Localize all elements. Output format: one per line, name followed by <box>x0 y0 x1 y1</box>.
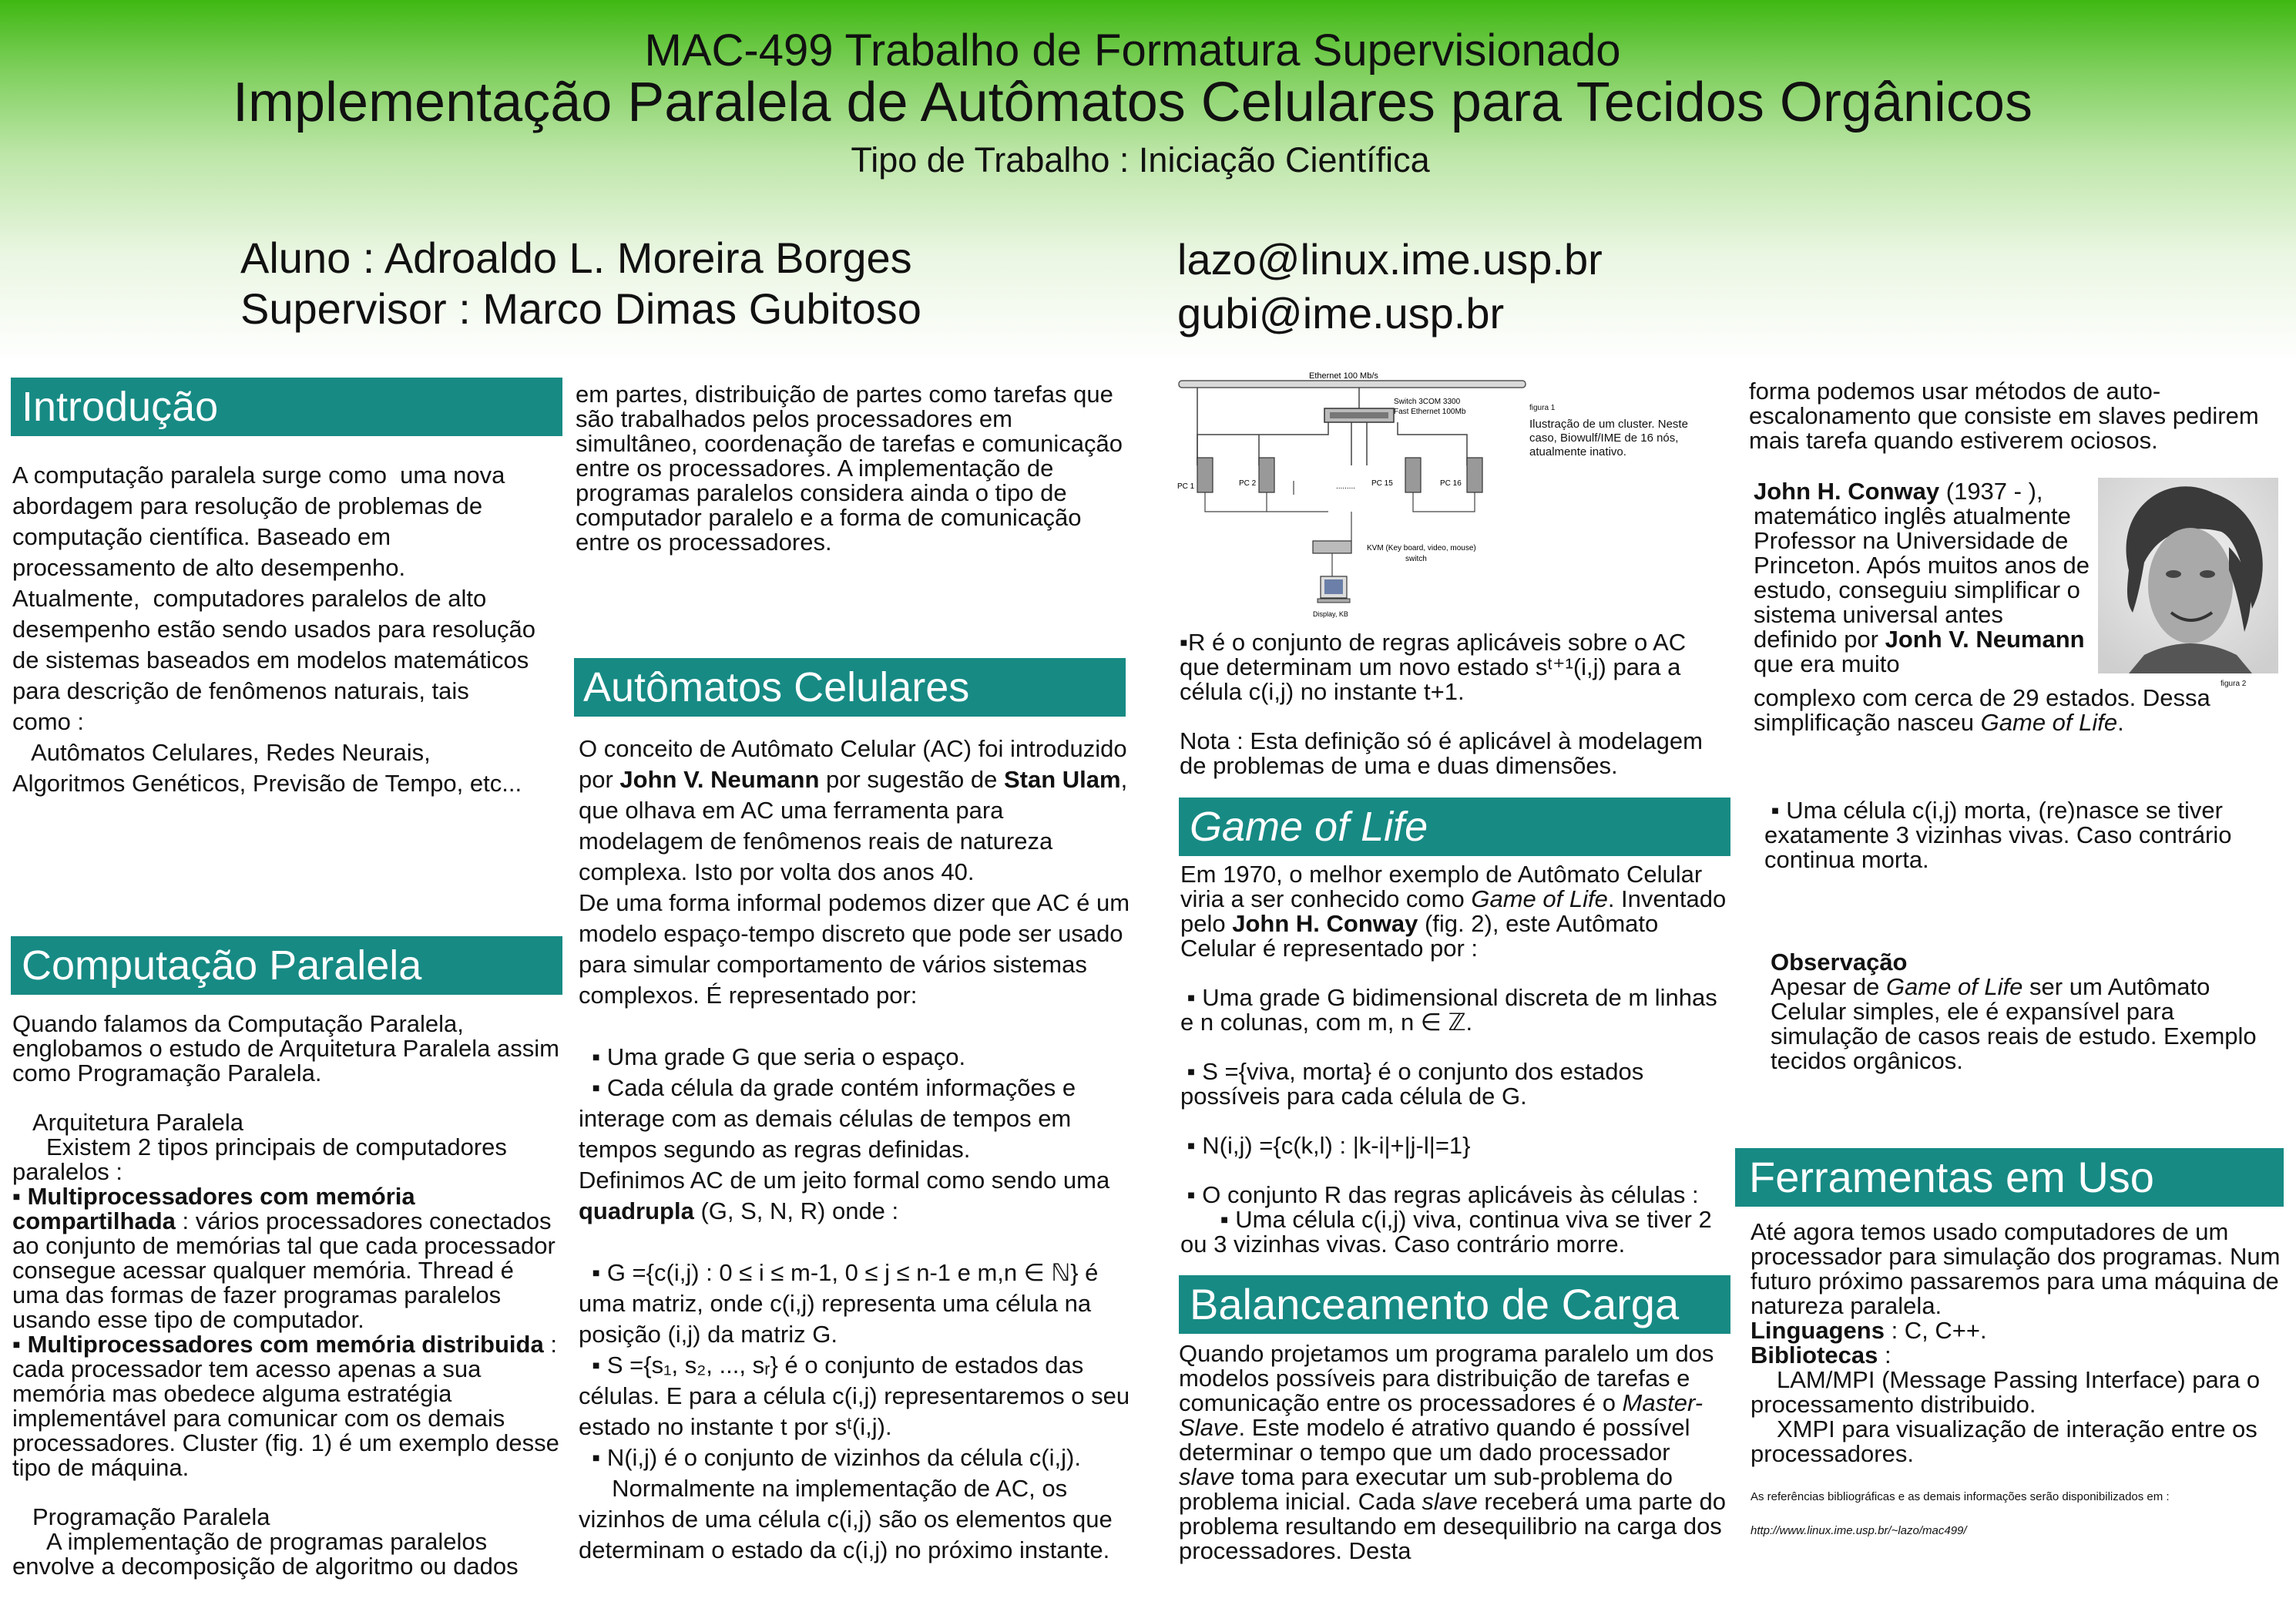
libraries-label: Bibliotecas <box>1751 1342 1878 1368</box>
distributed-memory-item <box>12 1332 559 1480</box>
ethernet-label: Ethernet 100 Mb/s <box>1309 371 1378 381</box>
gol-heading: Game of Life <box>1179 798 1730 856</box>
gol-conway: John H. Conway <box>1232 910 1418 937</box>
gol-bullet-neighbors: ▪ N(i,j) ={c(k,l) : |k-i|+|j-l|=1} <box>1180 1132 1471 1159</box>
pc2-tower <box>1259 458 1274 492</box>
intro-line: desempenho estão sendo usados para resolução <box>12 616 536 643</box>
email-block <box>1177 233 1603 341</box>
conway-name: John H. Conway <box>1754 478 1940 505</box>
references-url[interactable]: http://www.linux.ime.usp.br/~lazo/mac499/ <box>1751 1524 1967 1537</box>
switch-label-2: Fast Ethernet 100Mb <box>1394 408 1466 416</box>
gol-bullet-rules: ▪ O conjunto R das regras aplicáveis às células : <box>1180 1181 1699 1208</box>
conway-bio-part: complexo com cerca de 29 estados. Dessa simplificação nasceu <box>1754 684 2210 736</box>
figure1-caption: Ilustração de um cluster. Neste caso, Biowulf/IME de 16 nós, atualmente inativo. <box>1529 418 1688 458</box>
pc1-label: PC 1 <box>1177 482 1195 491</box>
kvm-switch <box>1313 541 1351 553</box>
tools-text <box>1751 1220 2282 1466</box>
work-type: Tipo de Trabalho : Iniciação Científica <box>851 140 1430 180</box>
balancing-text <box>1179 1342 1726 1563</box>
ethernet-bus <box>1179 381 1526 388</box>
gol-intro <box>1180 862 1727 961</box>
kvm-label-1: KVM (Key board, video, mouse) <box>1367 544 1476 552</box>
intro-line: Autômatos Celulares, Redes Neurais, <box>12 739 431 766</box>
observation-title: Observação <box>1771 949 1908 976</box>
pc1-tower <box>1197 458 1213 492</box>
pc15-label: PC 15 <box>1371 479 1393 488</box>
gol-bullet-states: ▪ S ={viva, morta} é o conjunto dos estados possíveis para cada célula de G. <box>1180 1058 1650 1110</box>
conway-bio-part: que era muito <box>1754 650 1900 677</box>
intro-line: de sistemas baseados em modelos matemáticos <box>12 646 529 673</box>
arch-heading: Arquitetura Paralela <box>32 1109 243 1136</box>
intro-line: A computação paralela surge como uma nova <box>12 462 505 489</box>
prog-heading: Programação Paralela <box>32 1503 270 1530</box>
people-block <box>240 233 921 334</box>
intro-line: computação científica. Baseado em <box>12 523 391 550</box>
ac-bullet-1: ▪ Uma grade G que seria o espaço. <box>579 1043 966 1070</box>
tools-libraries <box>1751 1343 2282 1368</box>
ac-text <box>579 734 1136 1566</box>
conway-bio <box>1754 479 2093 677</box>
ac-def-s: ▪ S ={s₁, s₂, ..., sᵣ} é o conjunto de estados das células. E para a célula c(i,j) representaremos o seu estado no instante t por sᵗ(i,j). <box>579 1352 1136 1440</box>
kvm-label-2: switch <box>1405 555 1427 563</box>
tools-languages <box>1751 1318 2282 1343</box>
conway-bio-cont <box>1754 686 2247 735</box>
balancing-heading: Balanceamento de Carga <box>1179 1275 1730 1334</box>
conway-bio-part: (1937 - ), matemático inglês atualmente Professor na Universidade de Princeton. Após muitos anos de estudo, conseguiu simplificar o sistema universal antes definido por <box>1754 478 2090 653</box>
ac-p1-part: , que olhava em AC uma ferramenta para modelagem de fenômenos reais de natureza complexa. Isto por volta dos anos 40. <box>579 766 1128 885</box>
gol-text <box>1180 862 1727 1257</box>
pc15-tower <box>1405 458 1421 492</box>
parallel-text <box>12 1012 559 1579</box>
ac-paragraph-2: De uma forma informal podemos dizer que AC é um modelo espaço-tempo discreto que pode ser usado para simular comportamento de vários sistemas complexos. É representado por: <box>579 889 1130 1009</box>
ac-formal-def <box>579 1165 1130 1227</box>
bal-slave: slave <box>1422 1488 1478 1515</box>
intro-text <box>12 460 567 799</box>
student-email: lazo@linux.ime.usp.br <box>1177 235 1603 284</box>
shared-memory-term: ▪ Multiprocessadores com memória compartilhada <box>12 1183 415 1234</box>
ac-bullet-2: ▪ Cada célula da grade contém informações e interage com as demais células de tempos em tempos segundo as regras definidas. <box>579 1074 1083 1163</box>
gol-p1-part: (fig. 2), este Autômato Celular é representado por : <box>1180 910 1659 962</box>
col4-continuation: forma podemos usar métodos de auto-escalonamento que consiste em slaves pedirem mais tarefa quando estiverem ociosos. <box>1749 378 2259 454</box>
observation <box>1771 950 2264 1073</box>
poster-title: Implementação Paralela de Autômatos Celulares para Tecidos Orgânicos <box>233 72 2032 133</box>
parallel-heading: Computação Paralela <box>11 936 562 995</box>
ac-def-n-note: Normalmente na implementação de AC, os vizinhos de uma célula c(i,j) são os elementos que determinam o estado da c(i,j) no próximo instante. <box>579 1475 1119 1563</box>
conway-neumann: Jonh V. Neumann <box>1885 626 2085 653</box>
supervisor-email: gubi@ime.usp.br <box>1177 289 1505 337</box>
intro-line: para descrição de fenômenos naturais, tais <box>12 677 469 704</box>
gol-name: Game of Life <box>1471 885 1608 912</box>
intro-line: como : <box>12 708 85 735</box>
parallel-intro: Quando falamos da Computação Paralela, englobamos o estudo de Arquitetura Paralela assim como Programação Paralela. <box>12 1010 559 1086</box>
pc16-label: PC 16 <box>1440 479 1462 488</box>
cluster-diagram <box>1174 365 1529 627</box>
ac-quadrupla: quadrupla <box>579 1197 694 1224</box>
ac-heading: Autômatos Celulares <box>574 658 1126 717</box>
dead-cell-rule: ▪ Uma célula c(i,j) morta, (re)nasce se tiver exatamente 3 vizinhas vivas. Caso contrário continua morta. <box>1764 797 2239 873</box>
gol-live-rule: ▪ Uma célula c(i,j) viva, continua viva se tiver 2 ou 3 vizinhas vivas. Caso contrário morre. <box>1180 1206 1719 1258</box>
dots-label: ......... <box>1336 482 1356 491</box>
obs-part: ser um Autômato Celular simples, ele é expansível para simulação de casos reais de estudo. Exemplo tecidos orgânicos. <box>1771 973 2257 1074</box>
distributed-memory-term: ▪ Multiprocessadores com memória distribuida <box>12 1331 544 1358</box>
prog-text: A implementação de programas paralelos envolve a decomposição de algoritmo ou dados <box>12 1528 519 1580</box>
conway-bio-part: . <box>2117 709 2124 736</box>
shared-memory-desc: : vários processadores conectados ao conjunto de memórias tal que cada processador consegue acessar qualquer memória. Thread é uma das formas de fazer programas paralelos usando esse tipo de computador. <box>12 1207 556 1333</box>
ac-p1-part: O conceito de Autômato Celular (AC) foi introduzido por <box>579 735 1127 793</box>
bal-part: receberá uma parte do problema resultando em desequilibrio na carga dos processadores. Desta <box>1179 1488 1726 1564</box>
ac-p1-part: por sugestão de <box>819 766 1004 793</box>
library-xmpi: XMPI para visualização de interação entre os processadores. <box>1751 1415 2257 1467</box>
distributed-memory-desc: : cada processador tem acesso apenas a sua memória mas obedece alguma estratégia implementável para comunicar com os demais processadores. Cluster (fig. 1) é um exemplo desse tipo de máquina. <box>12 1331 559 1481</box>
student-name: Aluno : Adroaldo L. Moreira Borges <box>240 233 912 282</box>
languages-label: Linguagens <box>1751 1317 1885 1344</box>
rule-set-def: ▪R é o conjunto de regras aplicáveis sobre o AC que determinam um novo estado sᵗ⁺¹(i,j) para a célula c(i,j) no instante t+1. <box>1180 629 1687 705</box>
course-title: MAC-499 Trabalho de Formatura Supervisionado <box>644 25 1621 76</box>
ac-ulam: Stan Ulam <box>1003 766 1121 793</box>
tools-heading: Ferramentas em Uso <box>1735 1148 2284 1207</box>
gol-bullet-grid: ▪ Uma grade G bidimensional discreta de m linhas e n colunas, com m, n ∈ ℤ. <box>1180 984 1724 1036</box>
intro-line: processamento de alto desempenho. <box>12 554 406 581</box>
gol-p1-part: . Inventado pelo <box>1180 885 1727 937</box>
ac-def-n: ▪ N(i,j) é o conjunto de vizinhos da célula c(i,j). <box>579 1444 1081 1471</box>
col2-continuation: em partes, distribuição de partes como tarefas que são trabalhados pelos processadores em simultâneo, coordenação de tarefas e comunicação entre os processadores. A implementação de programas paralelos considera ainda o tipo de computador paralelo e a forma de comunicação entre os processadores. <box>576 381 1123 556</box>
figure1-label: figura 1 <box>1529 404 1556 412</box>
ac-p3-part: Definimos AC de um jeito formal como sendo uma <box>579 1167 1110 1194</box>
obs-gol: Game of Life <box>1885 973 2023 1000</box>
bal-part: toma para executar um sub-problema do problema inicial. Cada <box>1179 1463 1673 1515</box>
intro-line: Algoritmos Genéticos, Previsão de Tempo, etc... <box>12 770 522 797</box>
switch-label-1: Switch 3COM 3300 <box>1394 398 1461 406</box>
bal-part: . Este modelo é atrativo quando é possível determinar o tempo que um dado processador <box>1179 1414 1690 1466</box>
tools-intro: Até agora temos usado computadores de um processador para simulação dos programas. Num futuro próximo passaremos para uma máquina de natureza paralela. <box>1751 1218 2281 1319</box>
conway-gol: Game of Life <box>1980 709 2118 736</box>
intro-line: abordagem para resolução de problemas de <box>12 492 483 519</box>
bal-slave: slave <box>1179 1463 1235 1490</box>
conway-photo <box>2098 478 2278 673</box>
arch-intro: Existem 2 tipos principais de computadores paralelos : <box>12 1133 507 1185</box>
libraries-colon: : <box>1878 1342 1892 1368</box>
col3-text <box>1180 630 1719 778</box>
gol-p1-part: Em 1970, o melhor exemplo de Autômato Celular viria a ser conhecido como <box>1180 861 1703 912</box>
pc16-tower <box>1467 458 1482 492</box>
ac-p3-part: (G, S, N, R) onde : <box>693 1197 899 1224</box>
observation-text <box>1771 975 2264 1073</box>
ac-def-g: ▪ G ={c(i,j) : 0 ≤ i ≤ m-1, 0 ≤ j ≤ n-1 e m,n ∈ ℕ} é uma matriz, onde c(i,j) representa uma célula na posição (i,j) da matriz G. <box>579 1259 1106 1348</box>
library-lam-mpi: LAM/MPI (Message Passing Interface) para o processamento distribuido. <box>1751 1366 2261 1418</box>
bal-master-slave: Master-Slave <box>1179 1389 1704 1441</box>
definition-note: Nota : Esta definição só é aplicável à modelagem de problemas de uma e duas dimensões. <box>1180 727 1703 779</box>
ac-neumann: John V. Neumann <box>619 766 820 793</box>
languages-value: : C, C++. <box>1884 1317 1987 1344</box>
figure2-label: figura 2 <box>2220 680 2247 688</box>
intro-line: Atualmente, computadores paralelos de alto <box>12 585 487 612</box>
display-label: Display, KB <box>1313 610 1348 618</box>
supervisor-name: Supervisor : Marco Dimas Gubitoso <box>240 284 921 333</box>
ac-paragraph-1 <box>579 734 1130 888</box>
bal-part: Quando projetamos um programa paralelo um dos modelos possíveis para distribuição de tarefas e comunicação entre os processadores é o <box>1179 1340 1714 1416</box>
references-note: As referências bibliográficas e as demais informações serão disponibilizados em : <box>1751 1490 2170 1503</box>
pc2-label: PC 2 <box>1239 479 1257 488</box>
intro-heading: Introdução <box>11 378 562 436</box>
obs-part: Apesar de <box>1771 973 1886 1000</box>
shared-memory-item <box>12 1184 559 1332</box>
